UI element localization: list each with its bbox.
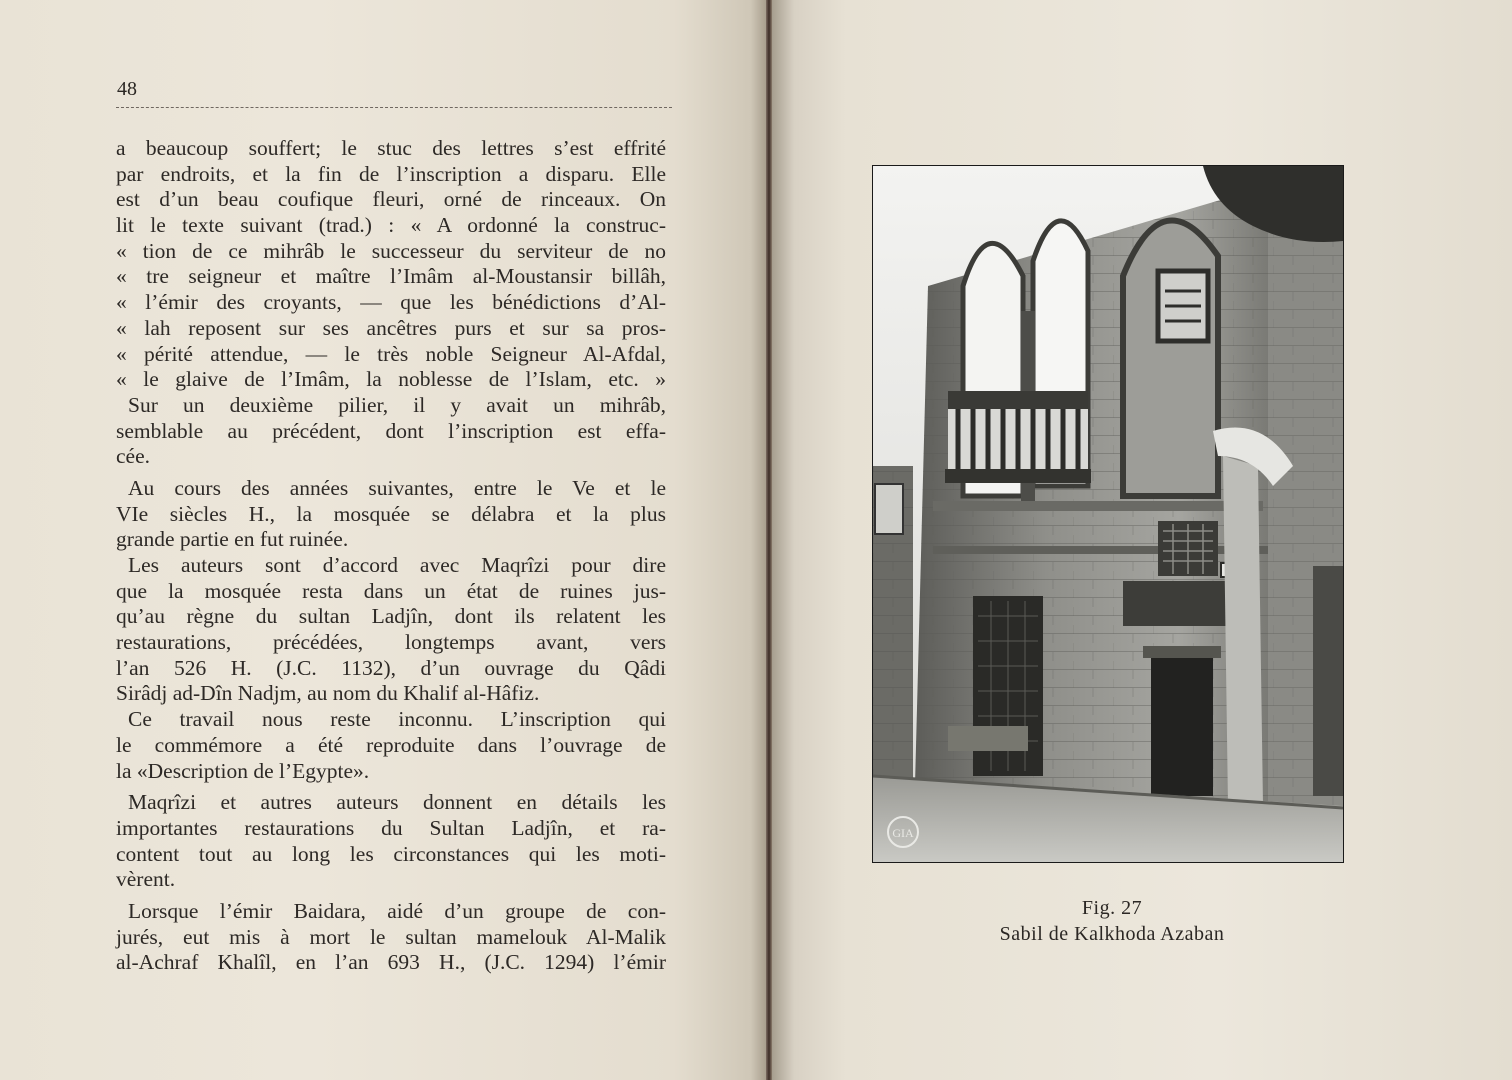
text-line: la «Description de l’Egypte».	[116, 758, 370, 783]
text-line: Les auteurs sont d’accord avec Maqrîzi pour dire	[128, 553, 666, 577]
text-line: Maqrîzi et autres auteurs donnent en détails les	[128, 790, 666, 815]
text-line: grande partie en fut ruinée.	[116, 527, 349, 552]
text-line: « l’émir des croyants, — que les bénédictions d’Al-	[116, 290, 666, 315]
header-rule	[116, 107, 672, 108]
figure-label: Fig. 27	[1081, 897, 1143, 919]
text-line: le commémore a été reproduite dans l’ouvrage de	[116, 732, 666, 757]
figure-caption: Sabil de Kalkhoda Azaban	[999, 923, 1225, 945]
text-line: est d’un beau coufique fleuri, orné de rinceaux. On	[116, 187, 666, 212]
text-line: lit le texte suivant (trad.) : « A ordonné la construc-	[116, 213, 666, 238]
text-line: « tion de ce mihrâb le successeur du serviteur de no	[116, 238, 666, 263]
text-line: qu’au règne du sultan Ladjîn, dont ils relatent les	[116, 604, 666, 629]
text-line: « périté attendue, — le très noble Seigneur Al-Afdal,	[116, 341, 666, 366]
text-line: « lah reposent sur ses ancêtres purs et sur sa pros-	[116, 315, 666, 340]
text-line: « tre seigneur et maître l’Imâm al-Moustansir billâh,	[116, 264, 666, 289]
monogram-text: GIA	[892, 826, 914, 840]
text-line: l’an 526 H. (J.C. 1132), d’un ouvrage du Qâdi	[116, 655, 666, 680]
text-line: vèrent.	[116, 867, 176, 892]
text-line: jurés, eut mis à mort le sultan mamelouk Al-Malik	[116, 924, 666, 949]
text-line: restaurations, précédées, longtemps avant, vers	[116, 630, 666, 655]
text-line: Sur un deuxième pilier, il y avait un mihrâb,	[128, 392, 666, 417]
sabil-photo-illustration	[873, 166, 1343, 862]
body-text	[116, 136, 666, 976]
text-line: « le glaive de l’Imâm, la noblesse de l’Islam, etc. »	[116, 367, 666, 392]
text-line: Sirâdj ad-Dîn Nadjm, au nom du Khalif al-Hâfiz.	[116, 681, 540, 706]
text-line: Ce travail nous reste inconnu. L’inscription qui	[128, 707, 666, 732]
text-line: Au cours des années suivantes, entre le Ve et le	[128, 475, 666, 500]
text-line: importantes restaurations du Sultan Ladjîn, et ra-	[116, 815, 666, 840]
figure-photo	[872, 165, 1344, 863]
text-line: a beaucoup souffert; le stuc des lettres s’est effrité	[116, 136, 666, 160]
text-line: cée.	[116, 444, 151, 469]
text-line: que la mosquée resta dans un état de ruines jus-	[116, 578, 666, 603]
text-line: Lorsque l’émir Baidara, aidé d’un groupe de con-	[128, 898, 666, 923]
text-line: VIe siècles H., la mosquée se délabra et la plus	[116, 501, 666, 526]
text-line: al-Achraf Khalîl, en l’an 693 H., (J.C. 1294) l’émir	[116, 950, 666, 975]
text-line: par endroits, et la fin de l’inscription a disparu. Elle	[116, 161, 666, 186]
page-number: 48	[117, 78, 137, 100]
text-line: semblable au précédent, dont l’inscription est effa-	[116, 418, 666, 443]
text-line: content tout au long les circonstances qui les moti-	[116, 841, 666, 866]
